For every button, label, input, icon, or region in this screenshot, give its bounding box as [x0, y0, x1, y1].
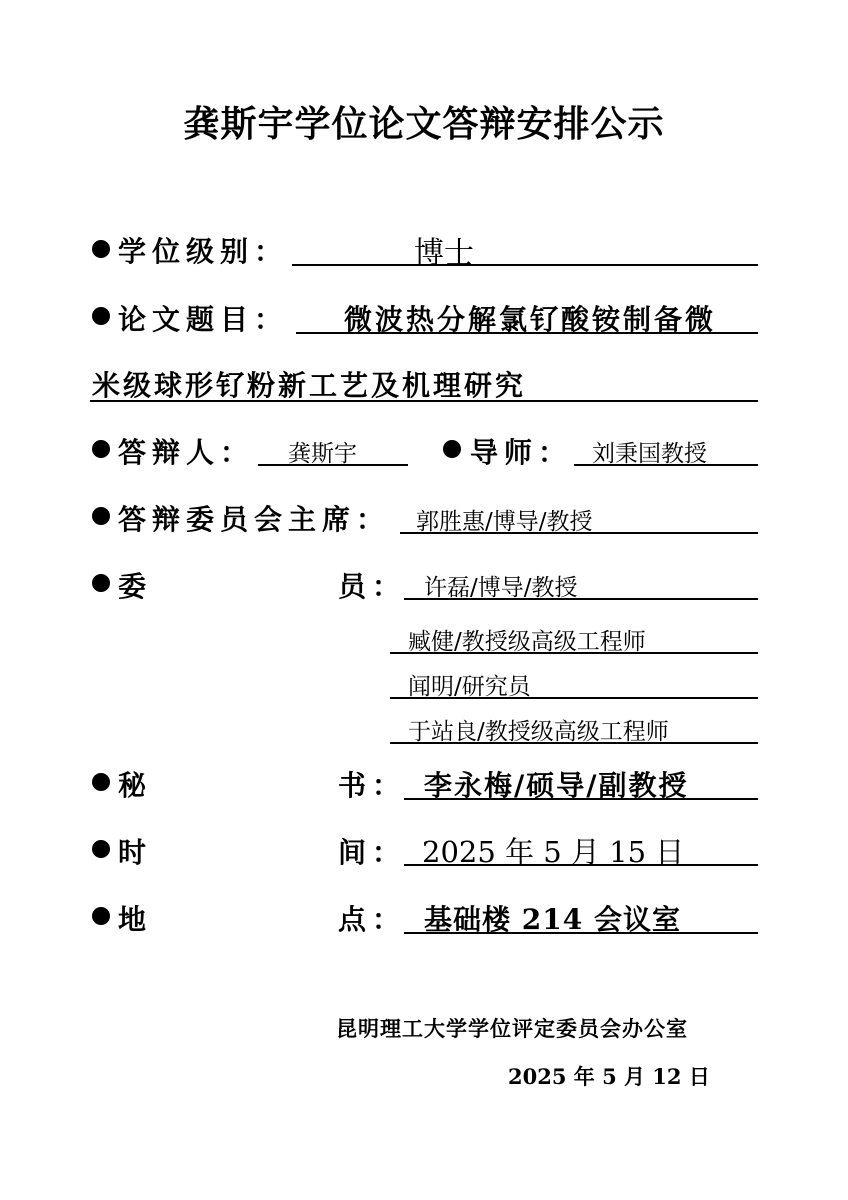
- degree-label: 学位级别：: [118, 235, 289, 268]
- bullet-icon: [92, 440, 110, 458]
- page-title: 龚斯宇学位论文答辩安排公示: [183, 103, 665, 145]
- bullet-icon: [443, 440, 461, 458]
- members-label-right: 员：: [338, 570, 407, 603]
- member-item: 于站良/教授级高级工程师: [408, 719, 669, 745]
- bullet-icon: [92, 840, 110, 858]
- place-label-left: 地: [118, 903, 147, 936]
- issuing-office: 昆明理工大学学位评定委员会办公室: [336, 1016, 688, 1041]
- degree-value: 博士: [414, 236, 474, 271]
- thesis-title-line2: 米级球形钌粉新工艺及机理研究: [92, 369, 527, 402]
- chair-value: 郭胜惠/博导/教授: [416, 509, 593, 535]
- degree-underline: [292, 228, 758, 266]
- bullet-icon: [92, 907, 110, 925]
- chair-label: 答辩委员会主席：: [118, 503, 391, 536]
- advisor-value: 刘秉国教授: [592, 441, 707, 467]
- bullet-icon: [92, 507, 110, 525]
- members-label-left: 委: [118, 570, 147, 603]
- secretary-label-right: 书：: [338, 769, 407, 802]
- place-label-right: 点：: [338, 903, 407, 936]
- thesis-label: 论文题目：: [118, 303, 289, 336]
- secretary-value: 李永梅/硕导/副教授: [424, 769, 689, 802]
- time-label-left: 时: [118, 836, 147, 869]
- issue-date: 2025 年 5 月 12 日: [508, 1064, 710, 1089]
- thesis-title-line1: 微波热分解氯钌酸铵制备微: [344, 303, 717, 336]
- bullet-icon: [92, 574, 110, 592]
- secretary-label-left: 秘: [118, 769, 147, 802]
- place-value: 基础楼 214 会议室: [424, 903, 681, 936]
- member-item: 闻明/研究员: [408, 674, 531, 700]
- time-label-right: 间：: [338, 836, 407, 869]
- advisor-label: 导师：: [470, 436, 573, 469]
- bullet-icon: [92, 773, 110, 791]
- time-value: 2025 年 5 月 15 日: [422, 835, 685, 869]
- defender-label: 答辩人：: [118, 436, 255, 469]
- bullet-icon: [92, 307, 110, 325]
- defender-value: 龚斯宇: [288, 441, 357, 467]
- bullet-icon: [92, 240, 110, 258]
- member-item: 许磊/博导/教授: [424, 575, 578, 601]
- member-item: 臧健/教授级高级工程师: [408, 629, 646, 655]
